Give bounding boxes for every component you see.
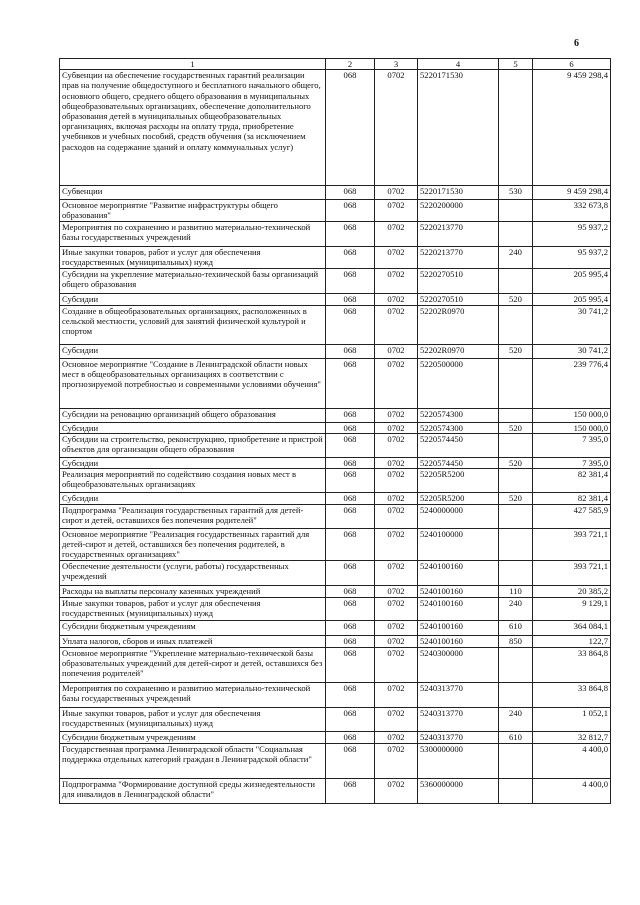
expense-type-cell bbox=[499, 469, 533, 493]
item-name-cell: Основное мероприятие "Создание в Ленинградской области новых мест в общеобразовательных организациях в соответствии с прогнозируемой потребностью и современными условиями обучения" bbox=[60, 358, 326, 408]
amount-cell: 33 864,8 bbox=[533, 647, 611, 682]
item-name-cell: Субсидии бюджетным учреждениям bbox=[60, 731, 326, 743]
amount-cell: 122,7 bbox=[533, 635, 611, 647]
amount-cell: 9 459 298,4 bbox=[533, 186, 611, 200]
target-article-cell: 52202R0970 bbox=[418, 305, 499, 344]
page-number: 6 bbox=[574, 38, 579, 49]
table-row bbox=[60, 635, 611, 647]
target-article-cell: 5240313770 bbox=[418, 731, 499, 743]
org-code-cell: 068 bbox=[326, 408, 375, 422]
target-article-cell: 5240100160 bbox=[418, 560, 499, 585]
header-cell: 1 bbox=[60, 59, 326, 70]
table-row bbox=[60, 647, 611, 682]
expense-type-cell: 520 bbox=[499, 344, 533, 358]
table-row bbox=[60, 457, 611, 468]
item-name-cell: Основное мероприятие "Реализация государственных гарантий для детей-сирот и детей, оставшихся без попечения родителей, в государственных организациях" bbox=[60, 529, 326, 561]
item-name-cell: Государственная программа Ленинградской области "Социальная поддержка отдельных категорий граждан в Ленинградской области" bbox=[60, 743, 326, 778]
org-code-cell: 068 bbox=[326, 647, 375, 682]
header-cell: 6 bbox=[533, 59, 611, 70]
section-code-cell: 0702 bbox=[375, 293, 418, 305]
org-code-cell: 068 bbox=[326, 457, 375, 468]
amount-cell: 205 995,4 bbox=[533, 268, 611, 293]
amount-cell: 9 459 298,4 bbox=[533, 70, 611, 186]
amount-cell: 9 129,1 bbox=[533, 597, 611, 620]
expense-type-cell bbox=[499, 682, 533, 707]
table-row bbox=[60, 505, 611, 529]
expense-type-cell: 520 bbox=[499, 422, 533, 433]
org-code-cell: 068 bbox=[326, 597, 375, 620]
item-name-cell: Расходы на выплаты персоналу казенных учреждений bbox=[60, 585, 326, 597]
amount-cell: 150 000,0 bbox=[533, 422, 611, 433]
org-code-cell: 068 bbox=[326, 200, 375, 222]
org-code-cell: 068 bbox=[326, 222, 375, 247]
org-code-cell: 068 bbox=[326, 731, 375, 743]
section-code-cell: 0702 bbox=[375, 529, 418, 561]
amount-cell: 82 381,4 bbox=[533, 493, 611, 505]
section-code-cell: 0702 bbox=[375, 344, 418, 358]
table-row bbox=[60, 222, 611, 247]
org-code-cell: 068 bbox=[326, 305, 375, 344]
amount-cell: 33 864,8 bbox=[533, 682, 611, 707]
header-cell: 5 bbox=[499, 59, 533, 70]
target-article-cell: 5240000000 bbox=[418, 505, 499, 529]
table-row bbox=[60, 743, 611, 778]
item-name-cell: Субсидии bbox=[60, 422, 326, 433]
section-code-cell: 0702 bbox=[375, 247, 418, 268]
org-code-cell: 068 bbox=[326, 247, 375, 268]
expense-type-cell bbox=[499, 529, 533, 561]
target-article-cell: 5240100160 bbox=[418, 597, 499, 620]
table-row bbox=[60, 70, 611, 186]
item-name-cell: Субсидии на реновацию организаций общего образования bbox=[60, 408, 326, 422]
table-row bbox=[60, 731, 611, 743]
section-code-cell: 0702 bbox=[375, 268, 418, 293]
expense-type-cell: 610 bbox=[499, 731, 533, 743]
amount-cell: 332 673,8 bbox=[533, 200, 611, 222]
section-code-cell: 0702 bbox=[375, 778, 418, 803]
table-row bbox=[60, 358, 611, 408]
target-article-cell: 5220574300 bbox=[418, 408, 499, 422]
expense-type-cell bbox=[499, 505, 533, 529]
target-article-cell: 5360000000 bbox=[418, 778, 499, 803]
section-code-cell: 0702 bbox=[375, 186, 418, 200]
expense-type-cell bbox=[499, 200, 533, 222]
item-name-cell: Уплата налогов, сборов и иных платежей bbox=[60, 635, 326, 647]
target-article-cell: 5220200000 bbox=[418, 200, 499, 222]
item-name-cell: Подпрограмма "Реализация государственных гарантий для детей-сирот и детей, оставшихся без попечения родителей" bbox=[60, 505, 326, 529]
amount-cell: 32 812,7 bbox=[533, 731, 611, 743]
table-row bbox=[60, 268, 611, 293]
target-article-cell: 5220574300 bbox=[418, 422, 499, 433]
item-name-cell: Мероприятия по сохранению и развитию материально-технической базы государственных учреждений bbox=[60, 682, 326, 707]
target-article-cell: 5240313770 bbox=[418, 682, 499, 707]
expense-type-cell: 520 bbox=[499, 457, 533, 468]
expense-type-cell bbox=[499, 358, 533, 408]
org-code-cell: 068 bbox=[326, 560, 375, 585]
org-code-cell: 068 bbox=[326, 344, 375, 358]
target-article-cell: 5240100160 bbox=[418, 620, 499, 635]
section-code-cell: 0702 bbox=[375, 305, 418, 344]
expense-type-cell bbox=[499, 560, 533, 585]
budget-table bbox=[59, 58, 611, 804]
amount-cell: 427 585,9 bbox=[533, 505, 611, 529]
table-header-row bbox=[60, 59, 611, 70]
header-cell: 4 bbox=[418, 59, 499, 70]
org-code-cell: 068 bbox=[326, 585, 375, 597]
amount-cell: 4 400,0 bbox=[533, 778, 611, 803]
item-name-cell: Субсидии bbox=[60, 344, 326, 358]
amount-cell: 95 937,2 bbox=[533, 247, 611, 268]
target-article-cell: 5220171530 bbox=[418, 70, 499, 186]
target-article-cell: 52202R0970 bbox=[418, 344, 499, 358]
item-name-cell: Подпрограмма "Формирование доступной среды жизнедеятельности для инвалидов в Ленинградской области" bbox=[60, 778, 326, 803]
section-code-cell: 0702 bbox=[375, 731, 418, 743]
expense-type-cell bbox=[499, 70, 533, 186]
section-code-cell: 0702 bbox=[375, 358, 418, 408]
item-name-cell: Мероприятия по сохранению и развитию материально-технической базы государственных учреждений bbox=[60, 222, 326, 247]
item-name-cell: Основное мероприятие "Укрепление материально-технической базы образовательных учреждений для детей-сирот и детей, оставшихся без попечения родителей" bbox=[60, 647, 326, 682]
table-row bbox=[60, 560, 611, 585]
item-name-cell: Субсидии bbox=[60, 457, 326, 468]
target-article-cell: 5300000000 bbox=[418, 743, 499, 778]
item-name-cell: Иные закупки товаров, работ и услуг для обеспечения государственных (муниципальных) нужд bbox=[60, 247, 326, 268]
org-code-cell: 068 bbox=[326, 186, 375, 200]
table-row bbox=[60, 778, 611, 803]
target-article-cell: 5220500000 bbox=[418, 358, 499, 408]
section-code-cell: 0702 bbox=[375, 743, 418, 778]
target-article-cell: 5240300000 bbox=[418, 647, 499, 682]
item-name-cell: Субсидии bbox=[60, 493, 326, 505]
org-code-cell: 068 bbox=[326, 70, 375, 186]
target-article-cell: 5220213770 bbox=[418, 222, 499, 247]
target-article-cell: 5220574450 bbox=[418, 457, 499, 468]
expense-type-cell bbox=[499, 305, 533, 344]
org-code-cell: 068 bbox=[326, 433, 375, 457]
org-code-cell: 068 bbox=[326, 743, 375, 778]
expense-type-cell: 240 bbox=[499, 707, 533, 731]
expense-type-cell: 240 bbox=[499, 247, 533, 268]
section-code-cell: 0702 bbox=[375, 635, 418, 647]
expense-type-cell bbox=[499, 743, 533, 778]
org-code-cell: 068 bbox=[326, 422, 375, 433]
item-name-cell: Создание в общеобразовательных организациях, расположенных в сельской местности, условий для занятий физической культурой и спортом bbox=[60, 305, 326, 344]
item-name-cell: Обеспечение деятельности (услуги, работы) государственных учреждений bbox=[60, 560, 326, 585]
section-code-cell: 0702 bbox=[375, 505, 418, 529]
table-row bbox=[60, 186, 611, 200]
expense-type-cell bbox=[499, 222, 533, 247]
section-code-cell: 0702 bbox=[375, 647, 418, 682]
amount-cell: 4 400,0 bbox=[533, 743, 611, 778]
table-row bbox=[60, 247, 611, 268]
section-code-cell: 0702 bbox=[375, 422, 418, 433]
amount-cell: 1 052,1 bbox=[533, 707, 611, 731]
table-row bbox=[60, 585, 611, 597]
org-code-cell: 068 bbox=[326, 505, 375, 529]
amount-cell: 7 395,0 bbox=[533, 457, 611, 468]
org-code-cell: 068 bbox=[326, 778, 375, 803]
section-code-cell: 0702 bbox=[375, 222, 418, 247]
section-code-cell: 0702 bbox=[375, 707, 418, 731]
item-name-cell: Субсидии бюджетным учреждениям bbox=[60, 620, 326, 635]
target-article-cell: 5220270510 bbox=[418, 268, 499, 293]
amount-cell: 393 721,1 bbox=[533, 529, 611, 561]
section-code-cell: 0702 bbox=[375, 408, 418, 422]
target-article-cell: 5240313770 bbox=[418, 707, 499, 731]
table-row bbox=[60, 493, 611, 505]
table-row bbox=[60, 682, 611, 707]
item-name-cell: Субсидии bbox=[60, 293, 326, 305]
item-name-cell: Основное мероприятие "Развитие инфраструктуры общего образования" bbox=[60, 200, 326, 222]
org-code-cell: 068 bbox=[326, 529, 375, 561]
expense-type-cell bbox=[499, 778, 533, 803]
org-code-cell: 068 bbox=[326, 268, 375, 293]
target-article-cell: 5220270510 bbox=[418, 293, 499, 305]
amount-cell: 30 741,2 bbox=[533, 344, 611, 358]
section-code-cell: 0702 bbox=[375, 682, 418, 707]
expense-type-cell bbox=[499, 647, 533, 682]
amount-cell: 30 741,2 bbox=[533, 305, 611, 344]
header-cell: 3 bbox=[375, 59, 418, 70]
item-name-cell: Субвенции на обеспечение государственных гарантий реализации прав на получение общедоступного и бесплатного начального общего, основного общего, среднего общего образования в муниципальных общеобразовательных организациях, обеспечение дополнительного образования детей в муниципальных общеобразовательных организациях, включая расходы на оплату труда, приобретение учебников и учебных пособий, средств обучения (за исключением расходов на содержание зданий и оплату коммунальных услуг) bbox=[60, 70, 326, 186]
amount-cell: 150 000,0 bbox=[533, 408, 611, 422]
expense-type-cell: 520 bbox=[499, 293, 533, 305]
amount-cell: 205 995,4 bbox=[533, 293, 611, 305]
table-row bbox=[60, 529, 611, 561]
org-code-cell: 068 bbox=[326, 493, 375, 505]
target-article-cell: 5220574450 bbox=[418, 433, 499, 457]
table-row bbox=[60, 422, 611, 433]
target-article-cell: 5240100000 bbox=[418, 529, 499, 561]
expense-type-cell bbox=[499, 433, 533, 457]
target-article-cell: 5240100160 bbox=[418, 585, 499, 597]
target-article-cell: 5220213770 bbox=[418, 247, 499, 268]
table-row bbox=[60, 305, 611, 344]
expense-type-cell: 850 bbox=[499, 635, 533, 647]
table-row bbox=[60, 469, 611, 493]
section-code-cell: 0702 bbox=[375, 457, 418, 468]
amount-cell: 364 084,1 bbox=[533, 620, 611, 635]
org-code-cell: 068 bbox=[326, 620, 375, 635]
expense-type-cell bbox=[499, 408, 533, 422]
item-name-cell: Иные закупки товаров, работ и услуг для обеспечения государственных (муниципальных) нужд bbox=[60, 597, 326, 620]
item-name-cell: Субсидии на строительство, реконструкцию, приобретение и пристрой объектов для организации общего образования bbox=[60, 433, 326, 457]
amount-cell: 7 395,0 bbox=[533, 433, 611, 457]
expense-type-cell: 110 bbox=[499, 585, 533, 597]
target-article-cell: 52205R5200 bbox=[418, 469, 499, 493]
table-row bbox=[60, 293, 611, 305]
org-code-cell: 068 bbox=[326, 469, 375, 493]
org-code-cell: 068 bbox=[326, 707, 375, 731]
amount-cell: 20 385,2 bbox=[533, 585, 611, 597]
org-code-cell: 068 bbox=[326, 358, 375, 408]
section-code-cell: 0702 bbox=[375, 493, 418, 505]
expense-type-cell: 530 bbox=[499, 186, 533, 200]
item-name-cell: Субвенции bbox=[60, 186, 326, 200]
section-code-cell: 0702 bbox=[375, 200, 418, 222]
amount-cell: 393 721,1 bbox=[533, 560, 611, 585]
table-row bbox=[60, 620, 611, 635]
table-row bbox=[60, 344, 611, 358]
org-code-cell: 068 bbox=[326, 293, 375, 305]
item-name-cell: Иные закупки товаров, работ и услуг для обеспечения государственных (муниципальных) нужд bbox=[60, 707, 326, 731]
expense-type-cell bbox=[499, 268, 533, 293]
table-row bbox=[60, 408, 611, 422]
item-name-cell: Реализация мероприятий по содействию создания новых мест в общеобразовательных организациях bbox=[60, 469, 326, 493]
expense-type-cell: 610 bbox=[499, 620, 533, 635]
section-code-cell: 0702 bbox=[375, 70, 418, 186]
section-code-cell: 0702 bbox=[375, 560, 418, 585]
amount-cell: 95 937,2 bbox=[533, 222, 611, 247]
section-code-cell: 0702 bbox=[375, 433, 418, 457]
target-article-cell: 5240100160 bbox=[418, 635, 499, 647]
table-row bbox=[60, 597, 611, 620]
header-cell: 2 bbox=[326, 59, 375, 70]
expense-type-cell: 520 bbox=[499, 493, 533, 505]
table-row bbox=[60, 707, 611, 731]
table-row bbox=[60, 200, 611, 222]
amount-cell: 239 776,4 bbox=[533, 358, 611, 408]
item-name-cell: Субсидии на укрепление материально-технической базы организаций общего образования bbox=[60, 268, 326, 293]
section-code-cell: 0702 bbox=[375, 620, 418, 635]
section-code-cell: 0702 bbox=[375, 469, 418, 493]
target-article-cell: 5220171530 bbox=[418, 186, 499, 200]
target-article-cell: 52205R5200 bbox=[418, 493, 499, 505]
expense-type-cell: 240 bbox=[499, 597, 533, 620]
section-code-cell: 0702 bbox=[375, 585, 418, 597]
org-code-cell: 068 bbox=[326, 635, 375, 647]
section-code-cell: 0702 bbox=[375, 597, 418, 620]
table-row bbox=[60, 433, 611, 457]
amount-cell: 82 381,4 bbox=[533, 469, 611, 493]
org-code-cell: 068 bbox=[326, 682, 375, 707]
